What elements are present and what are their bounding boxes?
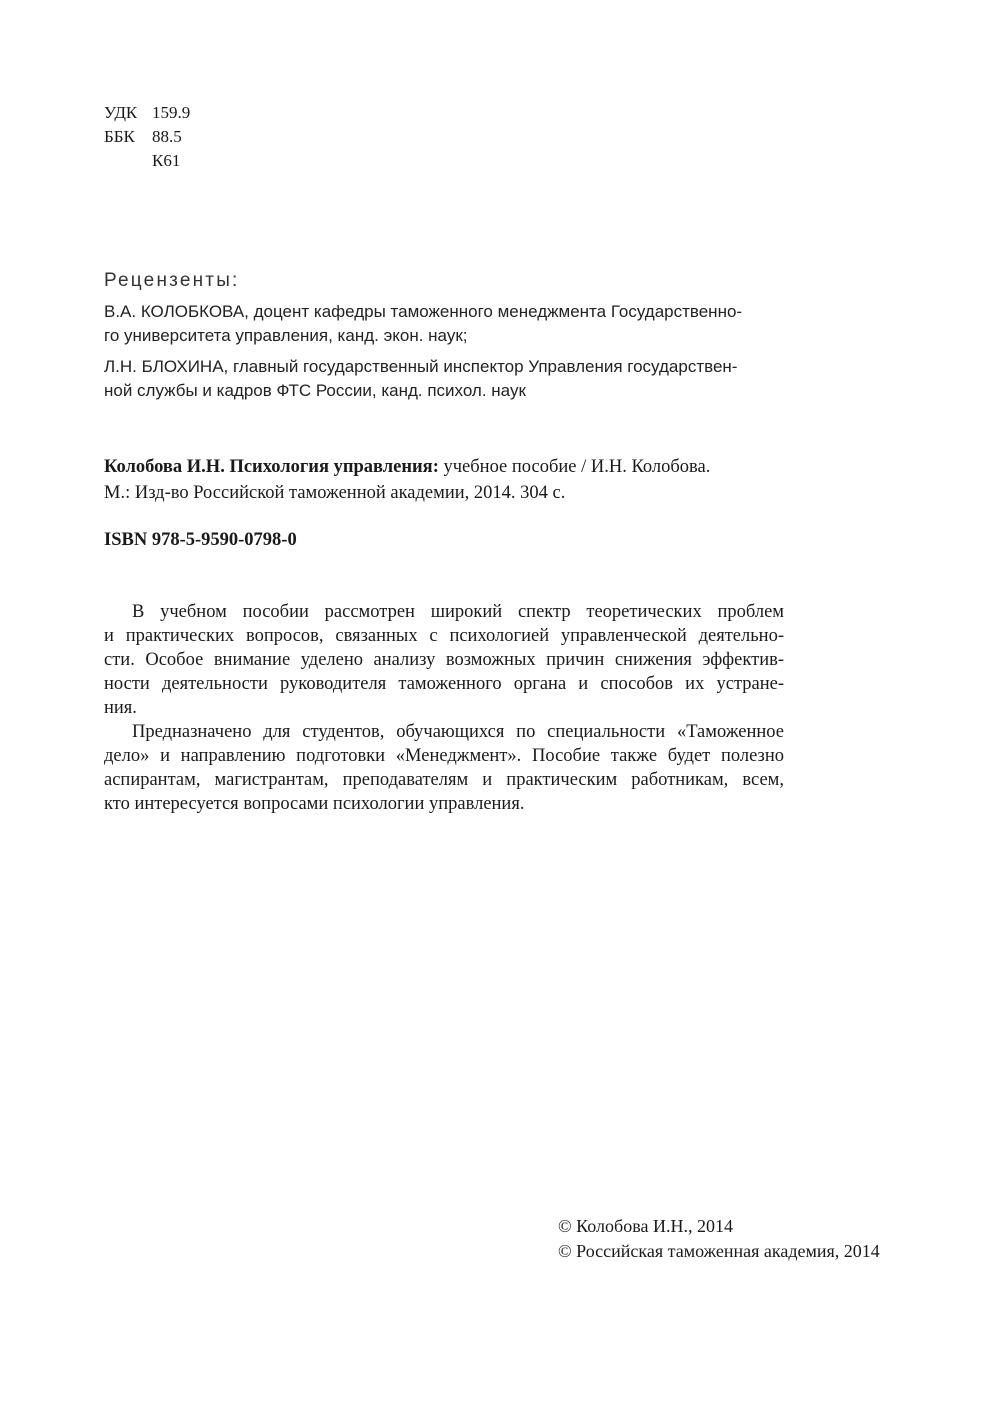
- reviewer-line: ной службы и кадров ФТС России, канд. психол. наук: [104, 381, 526, 400]
- annotation-line: ния.: [104, 698, 137, 718]
- bibliographic-record: [104, 454, 784, 506]
- annotation-line: кто интересуется вопросами психологии управления.: [104, 794, 525, 814]
- biblio-line: [104, 454, 784, 480]
- bbk-label: ББК: [104, 127, 135, 146]
- reviewer-line: В.А. КОЛОБКОВА, доцент кафедры таможенного менеджмента Государственно-: [104, 302, 743, 321]
- annotation-line: Предназначено для студентов, обучающихся по специальности «Таможенное: [132, 722, 784, 742]
- annotation-line: и практических вопросов, связанных с психологией управленческой деятельно-: [104, 626, 784, 646]
- reviewers-heading: Рецензенты:: [104, 270, 240, 291]
- copyright-author: © Колобова И.Н., 2014: [558, 1216, 733, 1236]
- annotation: [104, 600, 784, 816]
- author-title: Колобова И.Н. Психология управления:: [104, 457, 439, 477]
- annotation-line: аспирантам, магистрантам, преподавателям и практическим работникам, всем,: [104, 770, 784, 790]
- biblio-description: учебное пособие / И.Н. Колобова.: [438, 457, 711, 477]
- annotation-line: дело» и направлению подготовки «Менеджмент». Пособие также будет полезно: [104, 746, 784, 766]
- annotation-line: В учебном пособии рассмотрен широкий спектр теоретических проблем: [132, 602, 784, 622]
- copyright-block: [558, 1214, 880, 1264]
- reviewer-line: го университета управления, канд. экон. наук;: [104, 326, 468, 345]
- bbk-value: 88.5: [152, 127, 182, 146]
- reviewer-entry: [104, 355, 784, 403]
- reviewer-entry: [104, 300, 784, 348]
- reviewer-line: Л.Н. БЛОХИНА, главный государственный инспектор Управления государствен-: [104, 357, 738, 376]
- udc-label: УДК: [104, 103, 138, 122]
- udc-code: [104, 101, 190, 125]
- publisher-line: М.: Изд-во Российской таможенной академии, 2014. 304 с.: [104, 483, 566, 503]
- isbn: ISBN 978-5-9590-0798-0: [104, 530, 297, 550]
- author-sign-label: [104, 149, 152, 173]
- classification-codes: [104, 101, 190, 173]
- annotation-line: ности деятельности руководителя таможенного органа и способов их устране-: [104, 674, 784, 694]
- author-sign-code: [104, 149, 190, 173]
- author-sign-value: К61: [152, 151, 181, 170]
- copyright-publisher: © Российская таможенная академия, 2014: [558, 1241, 880, 1261]
- annotation-line: сти. Особое внимание уделено анализу возможных причин снижения эффектив-: [104, 650, 784, 670]
- udc-value: 159.9: [152, 103, 191, 122]
- bbk-code: [104, 125, 190, 149]
